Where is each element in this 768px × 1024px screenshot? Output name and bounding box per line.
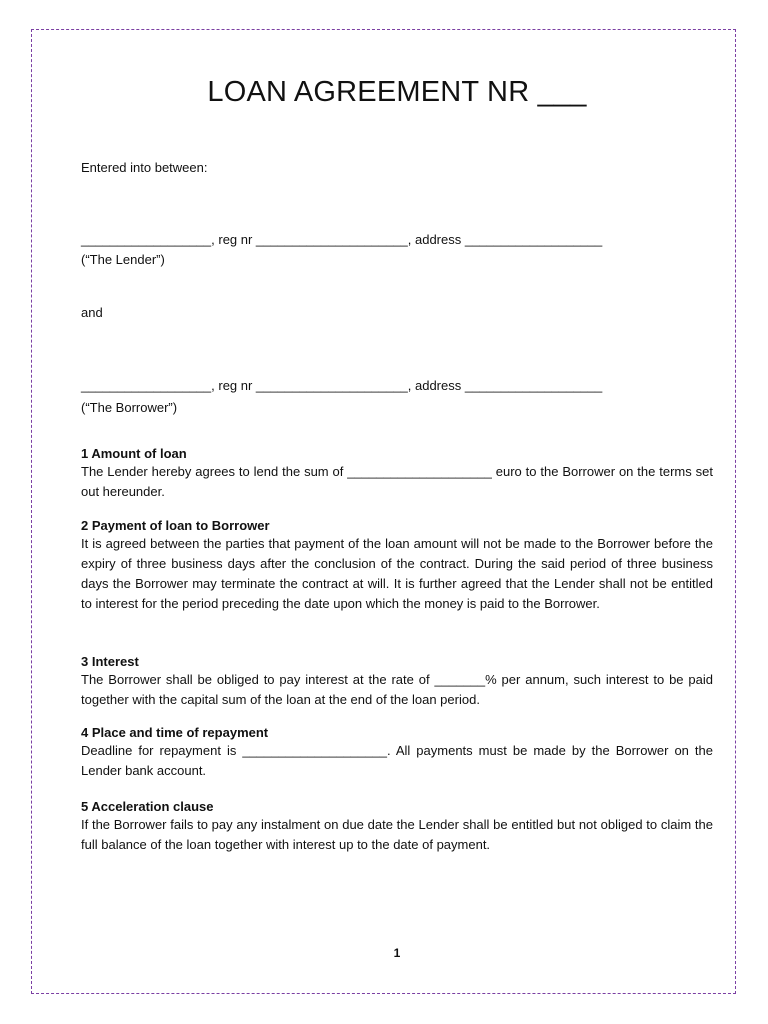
section-3-body: The Borrower shall be obliged to pay interest at the rate of _______% per annum, such interest to be paid together with the capital sum of the loan at the end of the loan period. <box>81 672 713 707</box>
page-number: 1 <box>393 946 401 960</box>
section-4-body: Deadline for repayment is ____________________. All payments must be made by the Borrower on the Lender bank account. <box>81 743 713 778</box>
section-2-heading: 2 Payment of loan to Borrower <box>81 518 270 533</box>
and-text: and <box>81 305 103 320</box>
section-1-heading: 1 Amount of loan <box>81 446 187 461</box>
document-title: LOAN AGREEMENT NR ___ <box>207 76 587 108</box>
lender-label: (“The Lender”) <box>81 252 165 267</box>
section-2-body: It is agreed between the parties that payment of the loan amount will not be made to the Borrower before the expiry of three business days after the conclusion of the contract. During the said period of three business days the Borrower may terminate the contract at will. It is further agreed that the Lender shall not be entitled to interest for the period preceding the date upon which the money is paid to the Borrower. <box>81 536 713 611</box>
intro-text: Entered into between: <box>81 160 208 175</box>
section-4-heading: 4 Place and time of repayment <box>81 725 269 740</box>
borrower-label: (“The Borrower”) <box>81 400 178 415</box>
section-5-body: If the Borrower fails to pay any instalment on due date the Lender shall be entitled but not obliged to claim the full balance of the loan together with interest up to the date of payment. <box>81 817 713 852</box>
borrower-details-line: __________________, reg nr _____________________, address ___________________ <box>81 378 603 393</box>
lender-details-line: __________________, reg nr _____________________, address ___________________ <box>81 232 603 247</box>
section-1-body: The Lender hereby agrees to lend the sum of ____________________ euro to the Borrower on the terms set out hereunder. <box>81 464 713 499</box>
section-3-heading: 3 Interest <box>81 654 139 669</box>
section-5-heading: 5 Acceleration clause <box>81 799 214 814</box>
